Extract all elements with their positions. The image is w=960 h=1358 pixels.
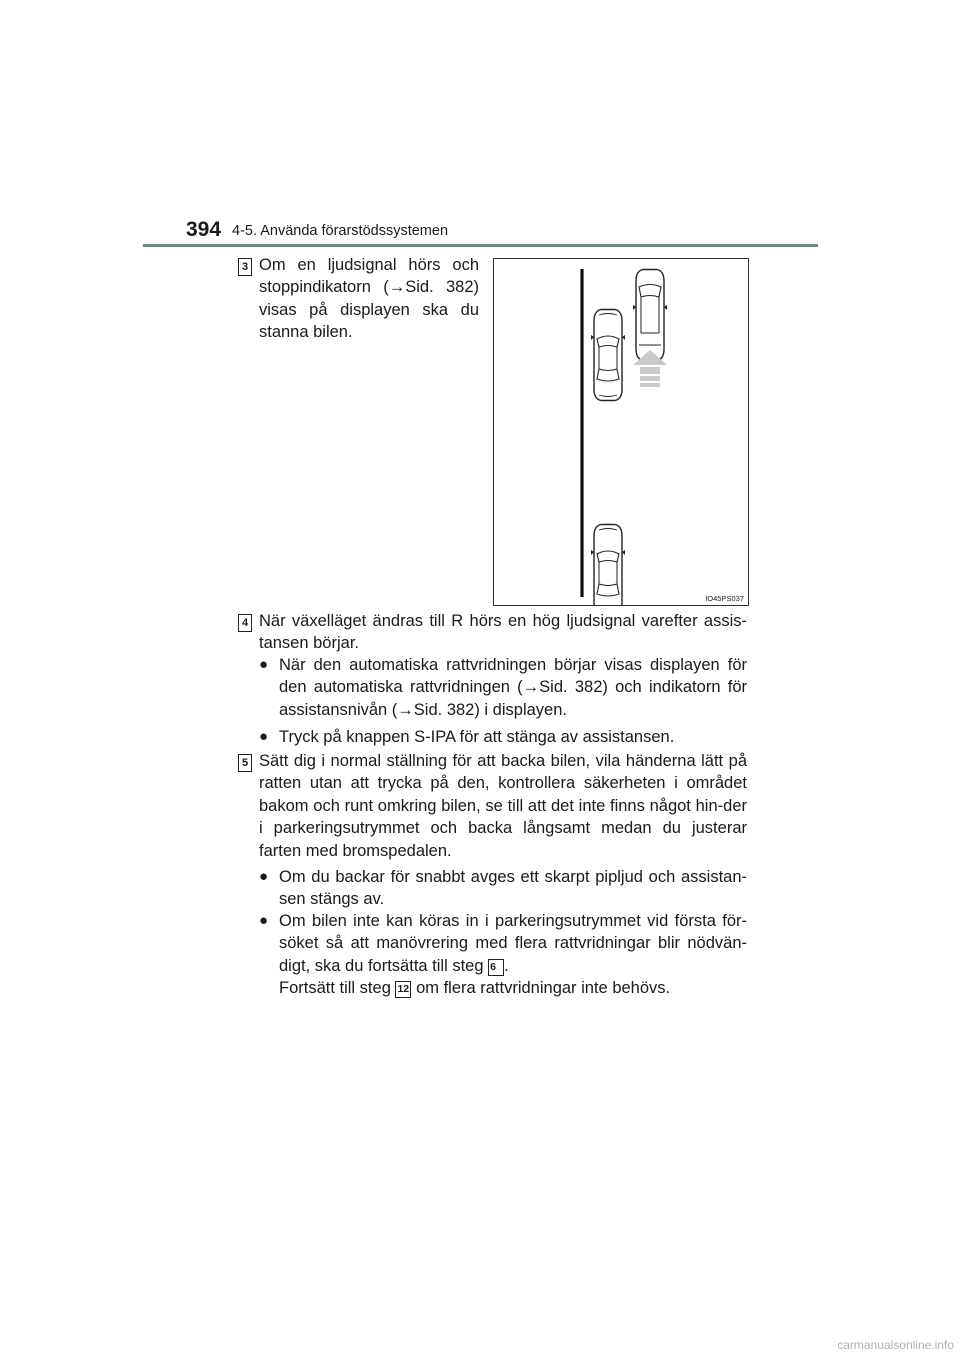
header-rule xyxy=(143,244,818,247)
step-4-bullet-2 xyxy=(259,726,747,748)
bullet-text: När den automatiska rattvridningen börjar visas displayen för den automatiska rattvridningen (→Sid. 382) och indikatorn för assistansnivån (→Sid. 382) i displayen. xyxy=(279,656,747,719)
page-number: 394 xyxy=(186,218,222,241)
step-5-bullet-1 xyxy=(259,866,747,911)
bullet-text-line2-suffix: om flera rattvridningar inte behövs. xyxy=(416,979,671,998)
step-ref-12: 12 xyxy=(395,981,411,998)
step-number-5: 5 xyxy=(238,754,252,772)
bullet-text: Tryck på knappen S-IPA för att stänga av assistansen. xyxy=(279,728,675,746)
bullet-text-part1: Om bilen inte kan köras in i parkeringsutrymmet vid första för-söket så att manövrering med flera rattvridningar blir nödvän-digt, ska du fortsätta till steg xyxy=(279,912,747,975)
bullet-text: Om du backar för snabbt avges ett skarpt pipljud och assistan-sen stängs av. xyxy=(279,868,747,909)
footer-watermark: carmanualsonline.info xyxy=(837,1338,954,1352)
parking-diagram xyxy=(494,259,748,605)
bullet-text xyxy=(279,910,747,1000)
bullet-text-part2: . xyxy=(504,956,509,975)
illustration-code: IO45PS037 xyxy=(705,594,744,603)
bullet-icon: ● xyxy=(259,868,269,885)
step-ref-6: 6 xyxy=(488,959,504,976)
step-5-text: Sätt dig i normal ställning för att backa bilen, vila händerna lätt på ratten utan att trycka på den, kontrollera säkerheten i området bakom och runt omkring bilen, se till att det inte finns något hin-der i parkeringsutrymmet och backa långsamt medan du justerar farten med bromspedalen. xyxy=(259,752,747,860)
step-3-text: Om en ljudsignal hörs och stoppindikatorn (→Sid. 382) visas på displayen ska du stanna bilen. xyxy=(259,256,479,342)
bullet-icon: ● xyxy=(259,728,269,745)
bullet-icon: ● xyxy=(259,656,269,673)
bullet-icon: ● xyxy=(259,912,269,929)
step-number-3: 3 xyxy=(238,258,252,276)
step-4-bullet-1 xyxy=(259,654,747,721)
step-number-4: 4 xyxy=(238,614,252,632)
parking-illustration xyxy=(493,258,749,606)
bullet-text-line2-prefix: Fortsätt till steg xyxy=(279,979,391,998)
step-5-bullet-2 xyxy=(259,910,747,1000)
step-4-text: När växelläget ändras till R hörs en hög ljudsignal varefter assis-tansen börjar. xyxy=(259,612,747,653)
chapter-title: 4-5. Använda förarstödssystemen xyxy=(232,223,449,239)
